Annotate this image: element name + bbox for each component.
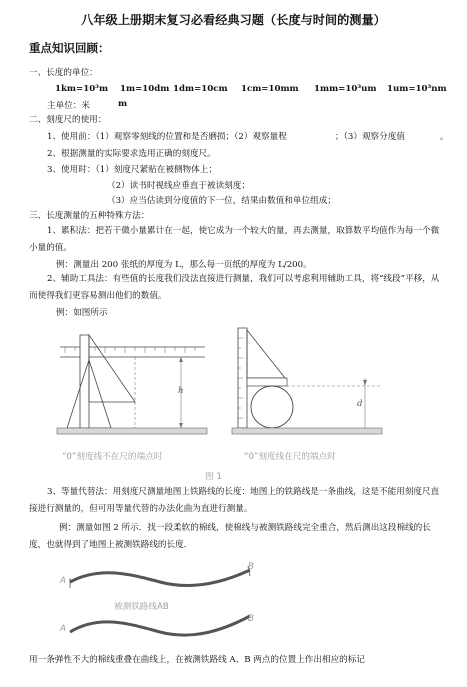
unit-conversion-6: 1um=10³nm — [387, 84, 447, 94]
unit-conversion-1: 1km=10³m — [55, 84, 109, 94]
top-board — [247, 378, 287, 386]
figure-1-right-diagram — [230, 320, 400, 440]
label-d: d — [357, 399, 363, 409]
unit-conversion-2: 1m=10dm — [120, 84, 170, 94]
ruler-use-item-2: 2、根据测量的实际要求选用正确的刻度尺。 — [47, 149, 216, 159]
set-square — [89, 335, 135, 402]
label-b-top: B — [248, 562, 254, 572]
label-b-bottom: B — [248, 614, 254, 624]
caption-right: “0”刻度线在尺的端点时 — [244, 452, 336, 462]
ruler-use-item-3b: （2）读书时视线应垂直于被读刻度； — [107, 181, 250, 191]
page-title: 八年级上册期末复习必看经典习题（长度与时间的测量） — [81, 13, 386, 27]
figure-1-label: 图 1 — [205, 472, 222, 482]
main-unit: 主单位：米 — [47, 101, 90, 111]
measured-circle — [251, 386, 293, 428]
railway-curve-bottom — [70, 616, 250, 635]
label-a-bottom: A — [60, 624, 66, 634]
ruler-use-item-1b: ；（3）观察分度值 — [335, 132, 405, 142]
units-heading: 一、长度的单位： — [29, 68, 98, 78]
arrow-head-up — [179, 357, 183, 362]
label-h: h — [178, 386, 184, 396]
method-2-example: 例：如图所示 — [56, 308, 108, 318]
method-2-text: 2、辅助工具法：有些值的长度我们没法直接进行测量，我们可以考虑利用辅助工具，将“线段”平移，从而使得我们更容易测出他们的数值。 — [29, 274, 440, 301]
railway-label: 被测铁路线AB — [114, 602, 169, 612]
figure-1-left-diagram — [45, 320, 210, 440]
method-3-text: 3、等量代替法：用刻度尺测量地图上铁路线的长度：地图上的铁路线是一条曲线，这是不能用刻度尺直接进行测量的，但可用等量代替的办法化曲为直进行测量。 — [29, 487, 440, 514]
method-1-example: 例：测量出 200 张纸的厚度为 L，那么每一页纸的厚度为 L/200。 — [56, 260, 312, 270]
methods-heading: 三、长度测量的五种特殊方法： — [29, 211, 150, 221]
ruler-use-item-3a: 3、使用时：（1）刻度尺紧贴在被侧物体上； — [47, 165, 217, 175]
table-surface — [57, 428, 207, 434]
ruler-use-item-1c: 。 — [440, 132, 449, 142]
label-a-top: A — [60, 576, 66, 586]
unit-conversion-3: 1dm=10cm — [173, 84, 228, 94]
method-3-continuation: 用一条弹性不大的棉线重叠在曲线上，在被测铁路线 A、B 两点的位置上作出相应的标记 — [29, 655, 365, 665]
ruler-use-item-1a: 1、使用前：（1）观察零刻线的位置和是否磨损；（2）观察量程 — [47, 132, 287, 142]
method-1-text: 1、累积法：把若干微小量累计在一起，使它成为一个较大的量，再去测量，取算数平均值作为每一个微小量的值。 — [29, 226, 440, 253]
caption-left: “0”刻度线不在尺的端点时 — [62, 452, 163, 462]
arrow-head-down — [179, 423, 183, 428]
arrow-head-1 — [363, 380, 367, 386]
railway-curve-top — [70, 570, 250, 586]
ruler-use-item-3c: （3）应当估读到分度值的下一位，结果由数值和单位组成； — [107, 196, 336, 206]
unit-conversion-5: 1mm=10³um — [314, 84, 377, 94]
ruler-use-heading: 二、刻度尺的使用： — [29, 115, 107, 125]
main-unit-symbol: m — [118, 99, 128, 109]
set-square-top — [247, 330, 285, 378]
section-heading: 重点知识回顾： — [29, 41, 110, 55]
method-3-example: 例：测量如图 2 所示．找一段柔软的棉线，使棉线与被测铁路线完全重合，然后测出这段棉线的长度，也就得到了地图上被测铁路线的长度． — [29, 523, 431, 550]
table-surface — [232, 428, 382, 434]
unit-conversion-4: 1cm=10mm — [241, 84, 299, 94]
